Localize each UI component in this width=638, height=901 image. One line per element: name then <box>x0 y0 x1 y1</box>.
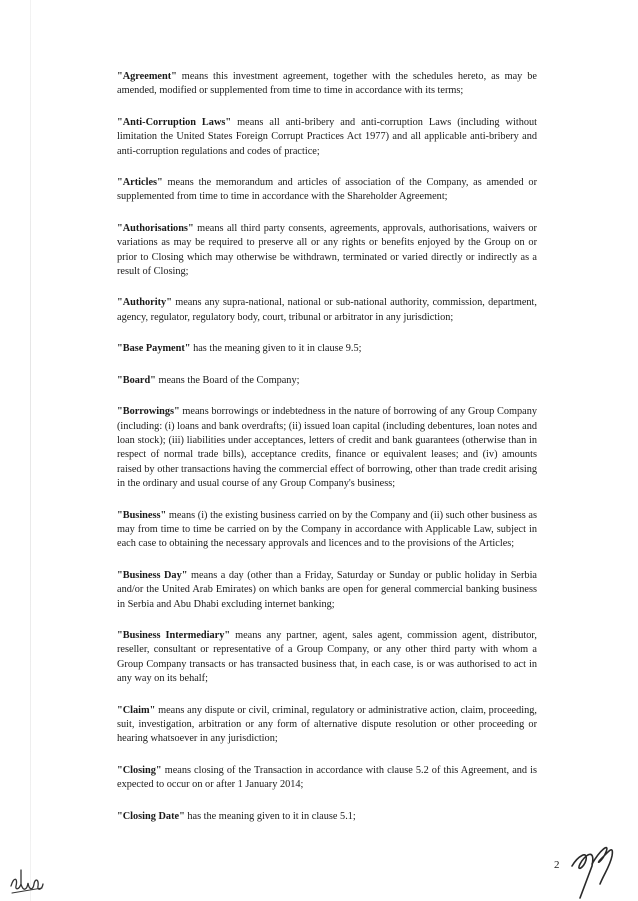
definition-closing-date <box>117 810 537 824</box>
definition-text: means all third party consents, agreements, approvals, authorisations, waivers or variations as may be required to preserve all or any rights or benefits enjoyed by the Group on or prior to Closing which may otherwise be withdrawn, terminated or varied directly or indirectly as a result of Closing; <box>117 222 537 278</box>
defined-term: "Borrowings" <box>117 406 180 418</box>
definition-authorisations <box>117 222 537 280</box>
definition-authority <box>117 296 537 325</box>
defined-term: "Board" <box>117 374 156 386</box>
page-number: 2 <box>554 859 560 871</box>
definition-borrowings <box>117 405 537 491</box>
definition-text: means the Board of the Company; <box>155 374 300 386</box>
definition-text: means a day (other than a Friday, Saturday or Sunday or public holiday in Serbia and/or the United Arab Emirates) on which banks are open for general commercial banking business in Serbia and Abu Dhabi excluding internet banking; <box>117 569 537 610</box>
definition-anti-corruption-laws <box>117 116 537 159</box>
handwritten-mark-icon <box>8 866 46 896</box>
definition-board <box>117 374 537 388</box>
definition-text: has the meaning given to it in clause 5.1; <box>184 810 356 822</box>
defined-term: "Agreement" <box>117 71 177 82</box>
definition-text: means all anti-bribery and anti-corruption Laws (including without limitation the United States Foreign Corrupt Practices Act 1977) and all applicable anti-bribery and anti-corruption regulations and codes of practice; <box>117 116 537 157</box>
definition-claim <box>117 704 537 747</box>
definition-text: means borrowings or indebtedness in the nature of borrowing of any Group Company (including: (i) loans and bank overdrafts; (ii) issued loan capital (including debentures, loan notes and loan stock); (iii) liabilities under acceptances, letters of credit and bank guarantees (otherwise than in respect of normal trade bills), acceptance credits, finance or equivalent leases; and (iv) amounts raised by other transactions having the commercial effect of borrowing, other than trade credit arising in the ordinary and usual course of any Group Company's business; <box>117 406 537 490</box>
definition-text: has the meaning given to it in clause 9.5; <box>190 343 362 355</box>
defined-term: "Claim" <box>117 704 156 716</box>
defined-term: "Closing Date" <box>117 810 185 822</box>
defined-term: "Authority" <box>117 297 172 309</box>
definition-text: means the memorandum and articles of association of the Company, as amended or supplemented from time to time in accordance with the Shareholder Agreement; <box>117 177 537 203</box>
definition-text: means this investment agreement, together with the schedules hereto, as may be amended, modified or supplemented from time to time in accordance with its terms; <box>117 71 537 97</box>
defined-term: "Articles" <box>117 177 163 189</box>
definition-text: means any partner, agent, sales agent, commission agent, distributor, reseller, consultant or representative of a Group Company, or any other third party with whom a Group Company transacts or has transacted business that, in each case, is or was authorised to act in any way on its behalf; <box>117 629 538 685</box>
definition-business-intermediary <box>117 629 537 687</box>
definition-base-payment <box>117 342 537 356</box>
defined-term: "Base Payment" <box>117 343 191 355</box>
definition-business-day <box>117 569 537 612</box>
defined-term: "Business Intermediary" <box>117 629 231 641</box>
definition-text: means any dispute or civil, criminal, regulatory or administrative action, claim, proceeding, suit, investigation, arbitration or any form of alternative dispute resolution or other proceeding or hearing whatsoever in any jurisdiction; <box>117 704 537 745</box>
definition-text: means any supra-national, national or sub-national authority, commission, department, agency, regulator, regulatory body, court, tribunal or arbitrator in any jurisdiction; <box>117 297 537 323</box>
definition-business <box>117 509 537 552</box>
defined-term: "Authorisations" <box>117 222 194 234</box>
definition-articles <box>117 176 537 205</box>
definition-text: means (i) the existing business carried on by the Company and (ii) such other business as may from time to time be carried on by the Company in accordance with Applicable Law, subject in each case to obtaining the necessary approvals and licences and to the provisions of the Articles; <box>117 509 537 550</box>
definition-text: means closing of the Transaction in accordance with clause 5.2 of this Agreement, and is expected to occur on or after 1 January 2014; <box>117 764 537 791</box>
handwritten-initials-icon <box>566 836 618 900</box>
defined-term: "Business Day" <box>117 569 188 581</box>
definition-agreement <box>117 70 537 99</box>
defined-term: "Business" <box>117 509 167 521</box>
defined-term: "Closing" <box>117 764 162 776</box>
scan-page-edge <box>30 0 31 901</box>
definitions-section <box>117 70 537 841</box>
definition-closing <box>117 764 537 793</box>
defined-term: "Anti-Corruption Laws" <box>117 116 232 128</box>
